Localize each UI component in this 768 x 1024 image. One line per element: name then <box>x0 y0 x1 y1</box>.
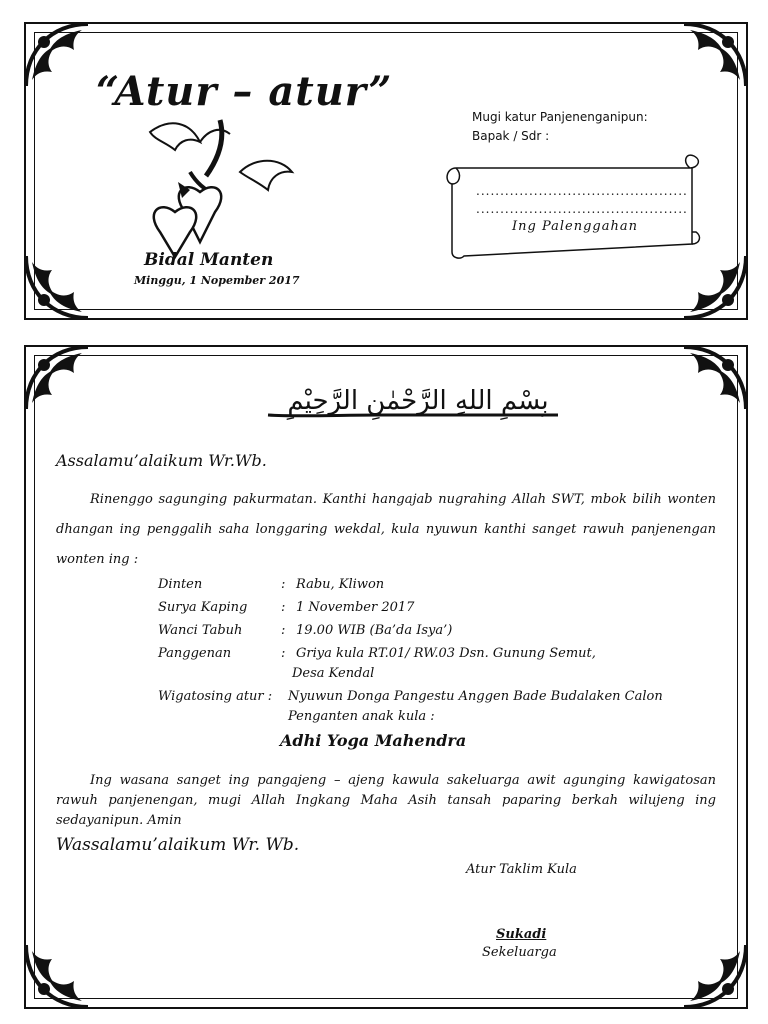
detail-label-time: Wanci Tabuh <box>158 623 243 638</box>
detail-value-date: 1 November 2017 <box>296 600 415 615</box>
addressee-salutation: Bapak / Sdr : <box>472 129 550 143</box>
closing-greeting: Wassalamu’alaikum Wr. Wb. <box>56 835 300 855</box>
event-name: Bidal Manten <box>144 250 274 270</box>
corner-ornament-icon <box>680 252 750 322</box>
detail-value-day: Rabu, Kliwon <box>296 577 385 592</box>
intro-paragraph: Rinenggo sagunging pakurmatan. Kanthi hangajab nugrahing Allah SWT, mbok bilih wonten dhangan ing penggalih saha longgaring wekdal, kula nyuwun kanthi sanget rawuh panjenengan wonten ing : <box>56 492 716 567</box>
corner-ornament-icon <box>22 20 92 90</box>
detail-colon: : <box>281 577 286 592</box>
groom-name: Adhi Yoga Mahendra <box>280 731 467 750</box>
place-label: Ing Palenggahan <box>512 219 638 234</box>
invitation-cover <box>24 22 748 320</box>
corner-ornament-icon <box>680 20 750 90</box>
addressee-address-field: ............................................ <box>476 202 688 216</box>
corner-ornament-icon <box>22 343 92 413</box>
detail-value-place-line2: Desa Kendal <box>292 666 375 681</box>
signer-family: Sekeluarga <box>482 945 557 960</box>
detail-value-purpose-line2: Penganten anak kula : <box>288 709 435 724</box>
doves-heart-icon <box>130 112 300 262</box>
addressee-heading: Mugi katur Panjenenganipun: <box>472 110 648 124</box>
corner-ornament-icon <box>22 941 92 1011</box>
detail-value-purpose: Nyuwun Donga Pangestu Anggen Bade Budalaken Calon <box>288 689 663 704</box>
basmala-calligraphy <box>258 371 578 435</box>
detail-colon: : <box>281 646 286 661</box>
signer-name: Sukadi <box>496 927 547 942</box>
cover-title: “Atur – atur” <box>96 68 393 115</box>
detail-colon: : <box>281 600 286 615</box>
corner-ornament-icon <box>680 343 750 413</box>
detail-label-purpose: Wigatosing atur : <box>158 689 273 704</box>
detail-label-place: Panggenan <box>158 646 232 661</box>
detail-colon: : <box>281 623 286 638</box>
basmala-text: بِسْمِ اللهِ الرَّحْمٰنِ الرَّحِيْمِ <box>287 386 549 416</box>
invitation-letter <box>24 345 748 1009</box>
detail-value-time: 19.00 WIB (Ba’da Isya’) <box>296 623 453 638</box>
detail-label-date: Surya Kaping <box>158 600 248 615</box>
sign-off: Atur Taklim Kula <box>466 862 577 877</box>
event-date: Minggu, 1 Nopember 2017 <box>134 274 300 287</box>
outro-paragraph: Ing wasana sanget ing pangajeng – ajeng kawula sakeluarga awit agunging kawigatosan rawuh panjenengan, mugi Allah Ingkang Maha Asih tansah paparing berkah wilujeng ing sedayanipun. Amin <box>56 773 716 828</box>
detail-label-day: Dinten <box>158 577 203 592</box>
detail-value-place: Griya kula RT.01/ RW.03 Dsn. Gunung Semut, <box>296 646 596 661</box>
corner-ornament-icon <box>22 252 92 322</box>
greeting: Assalamu’alaikum Wr.Wb. <box>56 451 267 470</box>
corner-ornament-icon <box>680 941 750 1011</box>
addressee-name-field: ............................................ <box>476 184 688 198</box>
